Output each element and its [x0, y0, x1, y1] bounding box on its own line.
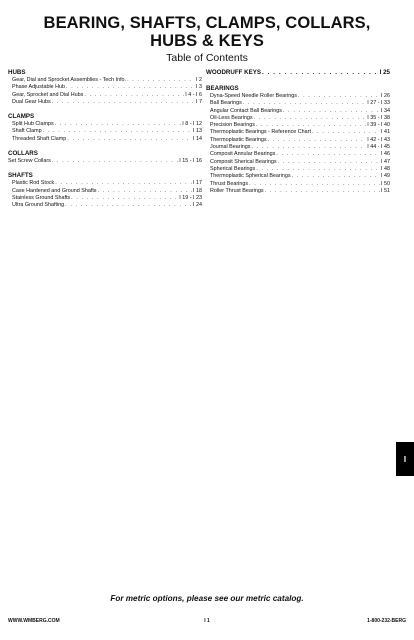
toc-entry-label: Angular Contact Ball Bearings	[210, 107, 282, 114]
leader-dots	[249, 181, 380, 188]
leader-dots	[278, 159, 380, 166]
toc-entry[interactable]	[8, 77, 202, 84]
leader-dots	[276, 151, 380, 158]
section-heading-shafts: SHAFTS	[8, 172, 33, 180]
toc-entry[interactable]	[206, 166, 390, 173]
leader-dots	[312, 129, 380, 136]
toc-entry[interactable]	[206, 137, 390, 144]
toc-entry[interactable]	[206, 188, 390, 195]
leader-dots	[52, 99, 195, 106]
toc-entry[interactable]	[8, 195, 202, 202]
toc-entry[interactable]	[206, 122, 390, 129]
toc-entry-label: Stainless Ground Shafts	[12, 194, 71, 201]
toc-entry-label: Journal Bearings	[210, 144, 251, 151]
toc-entry-page: I 13	[193, 128, 202, 135]
section-clamps	[8, 113, 202, 143]
toc-entry[interactable]	[8, 99, 202, 106]
toc-entry-label: Ultra Ground Shafting	[12, 202, 65, 209]
toc-entry-page: I 2	[196, 77, 202, 83]
toc-entry-page: I 49	[381, 173, 390, 180]
toc-entry-page: I 26	[381, 93, 390, 99]
leader-dots	[67, 136, 192, 143]
toc-entry-label: Composit Annular Bearings	[210, 151, 276, 158]
toc-entry-page: I 25	[379, 69, 390, 76]
footer-website: WWW.WMBERG.COM	[8, 618, 60, 624]
leader-dots	[127, 77, 195, 84]
toc-entry-label: Dyna-Speed Needle Roller Bearings	[210, 93, 297, 99]
section-heading-collars: COLLARS	[8, 150, 38, 158]
toc-entry-page: I 42 - I 43	[367, 136, 390, 143]
toc-entry[interactable]	[8, 136, 202, 143]
toc-entry-label: Shaft Clamp	[12, 128, 42, 135]
toc-entry[interactable]	[206, 129, 390, 136]
toc-subtitle: Table of Contents	[166, 52, 248, 64]
toc-entry[interactable]	[8, 128, 202, 135]
toc-entry[interactable]	[8, 180, 202, 187]
toc-entry[interactable]	[206, 159, 390, 166]
footer-page-number: I 1	[204, 618, 210, 624]
toc-entry-label: Plastic Rod Stock	[12, 180, 55, 187]
leader-dots	[265, 188, 380, 195]
toc-entry-label: Spherical Bearings	[210, 165, 256, 172]
section-heading-hubs: HUBS	[8, 69, 26, 76]
toc-entry-label: Thermoplastic Spherical Bearings	[210, 173, 291, 180]
section-hubs	[8, 69, 202, 106]
section-tab-marker: I	[396, 442, 414, 476]
toc-right-column	[206, 69, 390, 202]
toc-entry-label: Thermoplastic Bearings - Reference Chart	[210, 129, 311, 136]
toc-entry-page: I 18	[193, 187, 202, 194]
toc-entry[interactable]	[206, 93, 390, 100]
leader-dots	[262, 69, 379, 77]
toc-left-column	[8, 69, 202, 217]
toc-entry-page: I 19 - I 23	[179, 194, 202, 201]
leader-dots	[292, 173, 380, 180]
toc-entry-label: Thrust Bearings	[210, 180, 249, 187]
toc-entry-page: I 39 - I 40	[367, 122, 390, 129]
toc-entry-label: Thermoplastic Bearings	[210, 136, 267, 143]
toc-entry-page: I 17	[193, 180, 202, 187]
leader-dots	[55, 121, 182, 128]
leader-dots	[254, 115, 367, 122]
toc-entry[interactable]	[206, 151, 390, 158]
leader-dots	[98, 188, 192, 195]
toc-entry[interactable]	[8, 158, 202, 165]
toc-entry[interactable]	[8, 92, 202, 99]
toc-entry-page: I 41	[381, 129, 390, 136]
section-heading-clamps: CLAMPS	[8, 113, 35, 121]
leader-dots	[283, 108, 380, 115]
toc-entry-woodruff-keys[interactable]	[206, 69, 390, 77]
toc-entry-page: I 48	[381, 165, 390, 172]
toc-entry[interactable]	[206, 144, 390, 151]
toc-entry-page: I 35 - I 38	[367, 114, 390, 121]
toc-entry-page: I 24	[193, 202, 202, 209]
section-shafts	[8, 172, 202, 209]
toc-entry-page: I 4 - I 6	[185, 91, 202, 98]
footer-phone: 1-800-232-BERG	[367, 618, 406, 624]
toc-entry-label: Dual Gear Hubs	[12, 98, 51, 105]
toc-entry-label: WOODRUFF KEYS	[206, 69, 261, 76]
leader-dots	[268, 137, 367, 144]
toc-entry[interactable]	[8, 84, 202, 91]
page-title-line-2: HUBS & KEYS	[150, 32, 264, 50]
leader-dots	[65, 202, 192, 209]
toc-entry-label: Threaded Shaft Clamp	[12, 135, 67, 142]
toc-entry-label: Oil-Less Bearings	[210, 114, 253, 121]
page-title-line-1: BEARING, SHAFTS, CLAMPS, COLLARS,	[43, 14, 371, 32]
toc-entry[interactable]	[206, 115, 390, 122]
metric-note: For metric options, please see our metric catalog.	[110, 594, 304, 603]
toc-entry[interactable]	[206, 181, 390, 188]
leader-dots	[251, 144, 366, 151]
toc-entry-page: I 50	[381, 180, 390, 187]
leader-dots	[52, 158, 178, 165]
toc-entry-page: I 27 - I 33	[367, 100, 390, 107]
toc-entry-label: Phase Adjustable Hub	[12, 84, 66, 91]
toc-entry-label: Case Hardened and Ground Shafts	[12, 187, 97, 194]
toc-entry-label: Composit Sherical Bearings	[210, 158, 277, 165]
leader-dots	[243, 100, 366, 107]
toc-entry-page: I 14	[193, 135, 202, 142]
toc-entry-page: I 46	[381, 151, 390, 158]
toc-entry-label: Gear, Dial and Sprocket Assemblies - Tech Info.	[12, 77, 127, 83]
toc-entry-page: I 47	[381, 158, 390, 165]
toc-entry-page: I 3	[196, 84, 202, 91]
toc-entry-label: Gear, Sprocket and Dial Hubs	[12, 91, 84, 98]
leader-dots	[55, 180, 192, 187]
leader-dots	[84, 92, 184, 99]
toc-entry[interactable]	[206, 108, 390, 115]
leader-dots	[43, 128, 192, 135]
leader-dots	[66, 84, 195, 91]
toc-entry[interactable]	[8, 121, 202, 128]
toc-entry[interactable]	[206, 173, 390, 180]
toc-entry-page: I 7	[196, 98, 202, 105]
section-bearings	[206, 85, 390, 195]
leader-dots	[256, 166, 380, 173]
leader-dots	[256, 122, 366, 129]
toc-entry[interactable]	[8, 202, 202, 209]
toc-entry-label: Ball Bearings	[210, 100, 242, 107]
toc-entry-label: Set Screw Collars	[8, 158, 51, 165]
section-collars	[8, 150, 202, 165]
page-title	[0, 14, 414, 50]
toc-entry-page: I 44 - I 45	[367, 144, 390, 151]
leader-dots	[298, 93, 380, 100]
section-heading-bearings: BEARINGS	[206, 85, 239, 92]
leader-dots	[71, 195, 178, 202]
toc-entry-page: I 15 - I 16	[179, 158, 202, 165]
toc-entry-page: I 8 - I 12	[182, 121, 202, 128]
toc-entry-label: Precision Bearings	[210, 122, 255, 129]
toc-entry-label: Roller Thrust Bearings	[210, 187, 264, 194]
toc-entry-label: Split Hub Clamps	[12, 121, 54, 128]
toc-entry[interactable]	[206, 100, 390, 107]
toc-entry[interactable]	[8, 188, 202, 195]
toc-entry-page: I 51	[381, 187, 390, 194]
toc-entry-page: I 34	[381, 107, 390, 114]
